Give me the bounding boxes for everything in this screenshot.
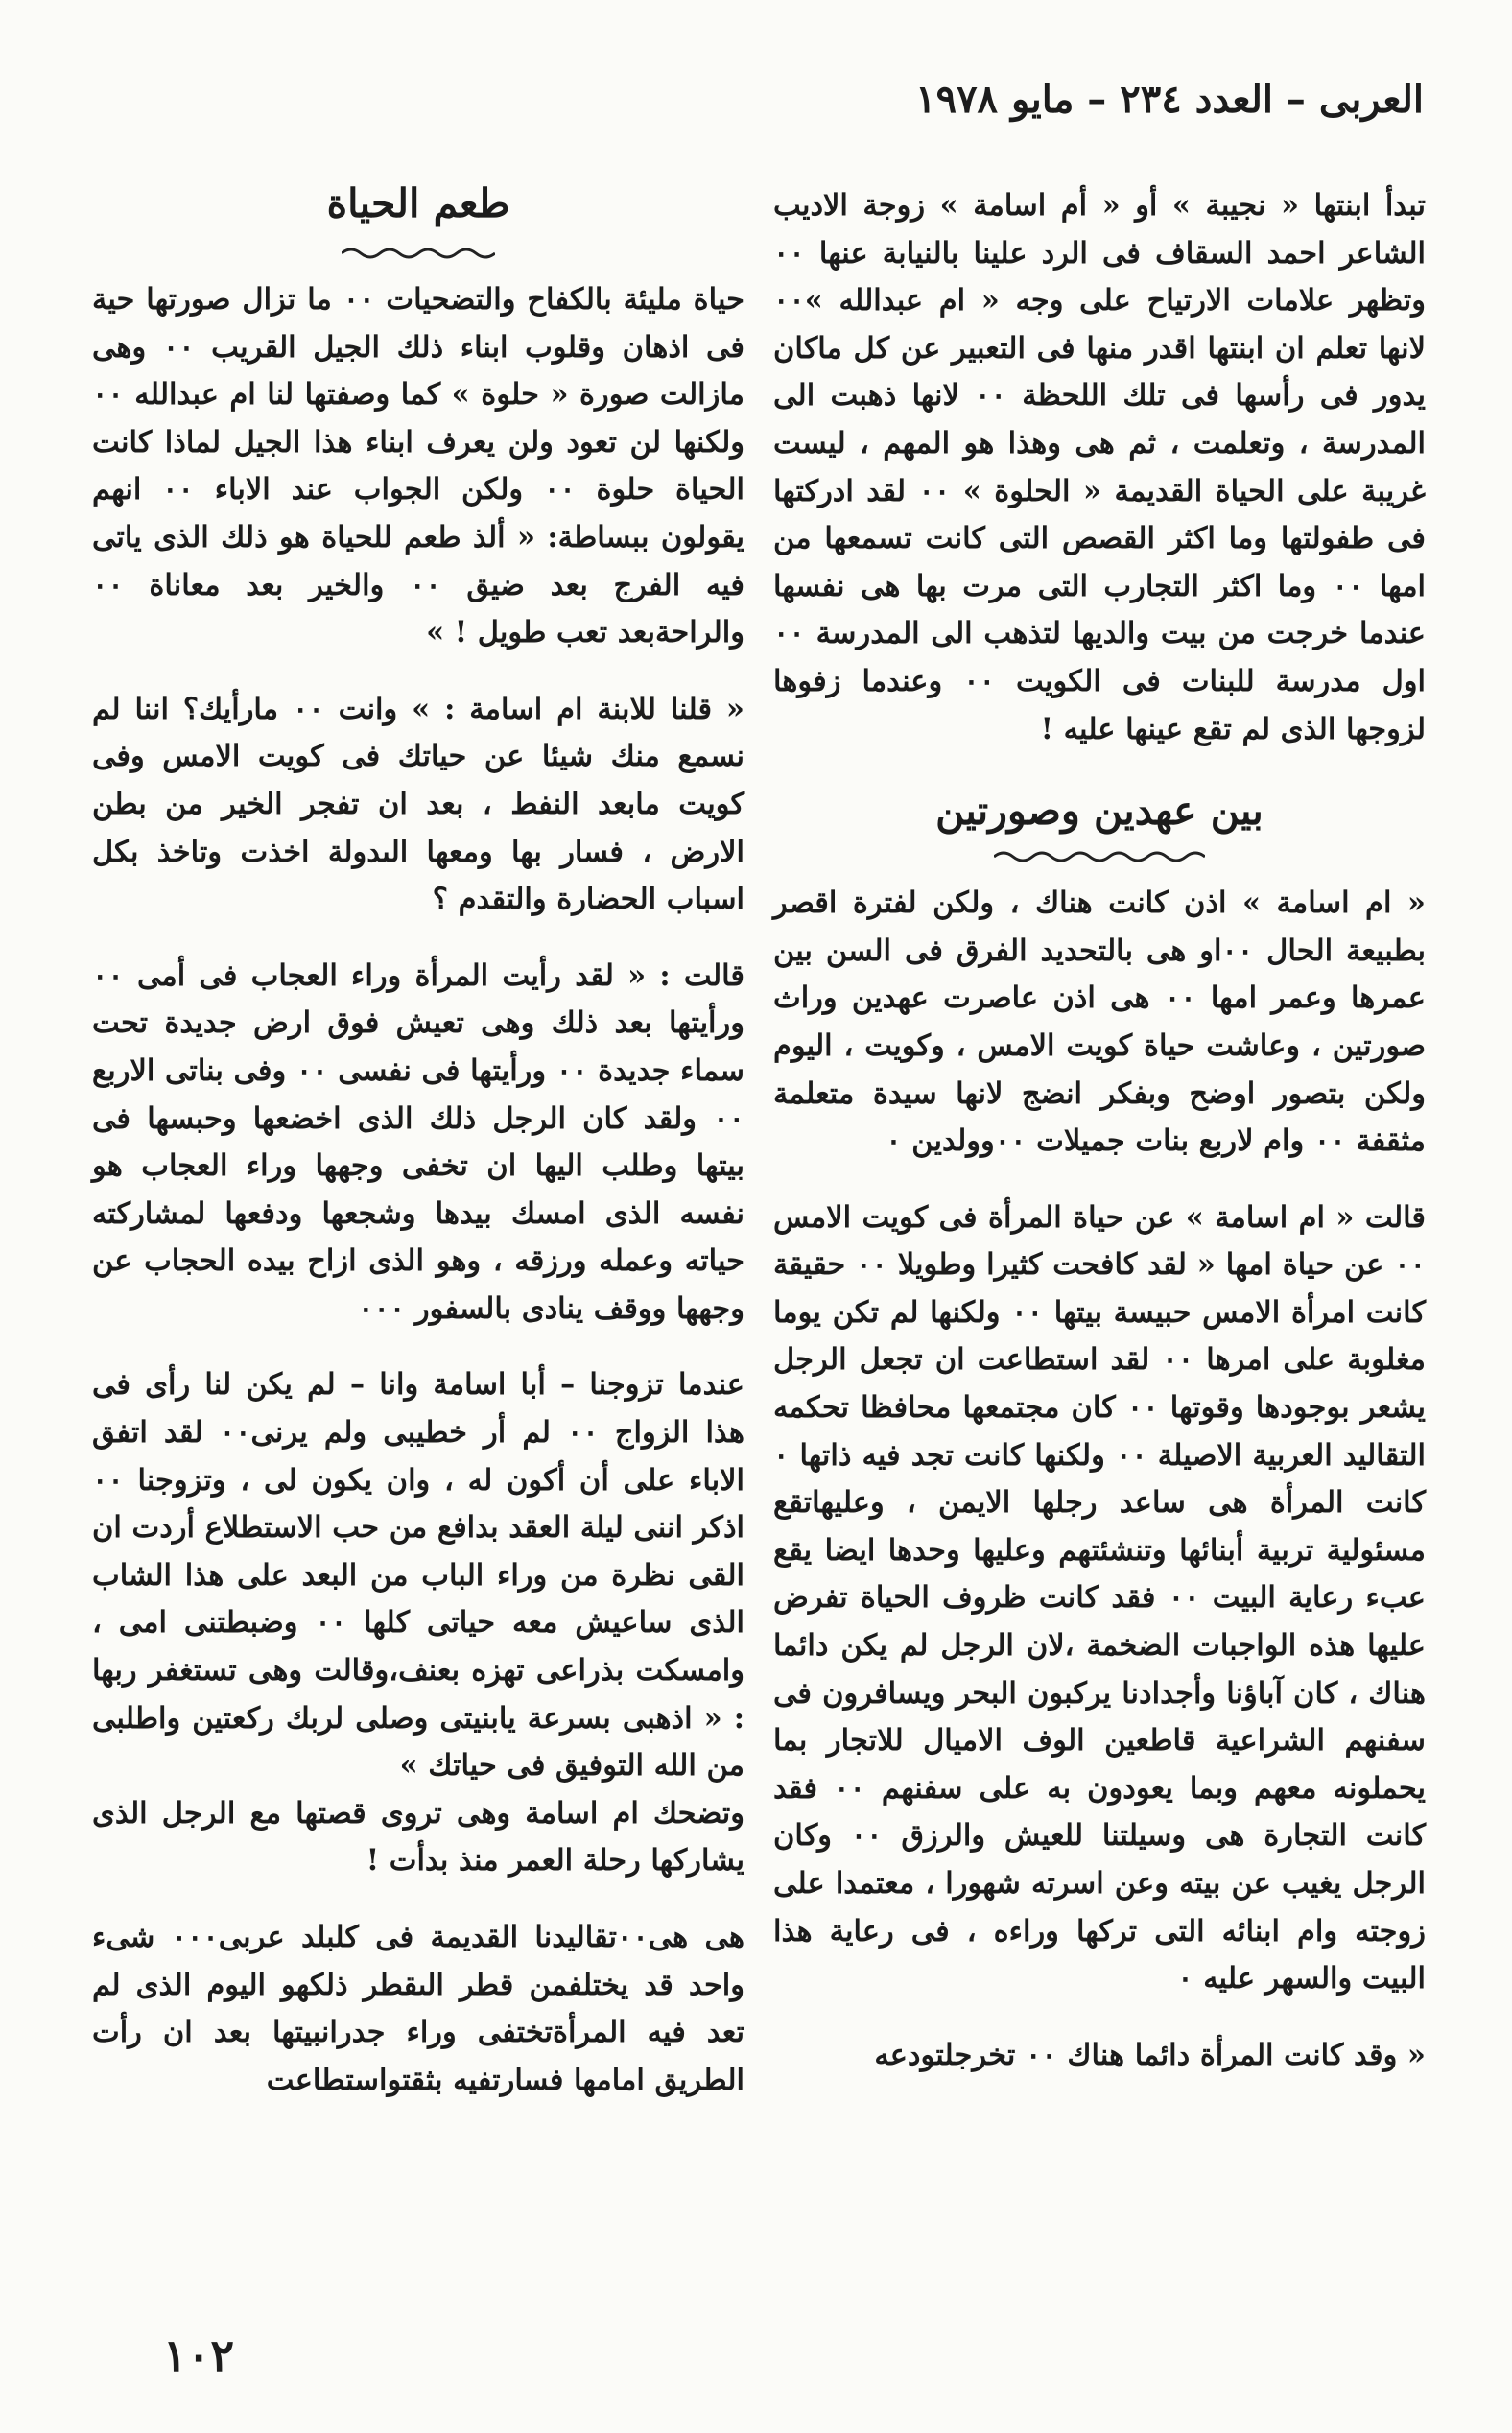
page-number: ١٠٢ (163, 2329, 235, 2381)
wavy-underline-decoration (994, 849, 1205, 864)
body-paragraph: عندما تزوجنا – أبا اسامة وانا – لم يكن لنا رأى فى هذا الزواج ٠٠ لم أر خطيبى ولم يرنى٠٠ لقد اتفق الاباء على أن أكون له ، وان يكون لى ، وتزوجنا ٠٠ اذكر اننى ليلة العقد بدافع من حب الاستطلاع أردت ان القى نظرة من وراء الباب من البعد على هذا الشاب الذى ساعيش معه حياتى كلها ٠٠ وضبطتنى امى ، وامسكت بذراعى تهزه بعنف،وقالت وهى تستغفر ربها : « اذهبى بسرعة يابنيتى وصلى لربك ركعتين واطلبى من الله التوفيق فى حياتك » (92, 1367, 745, 1783)
article-subtitle: طعم الحياة (326, 180, 510, 226)
intro-paragraph: تبدأ ابنتها « نجيبة » أو « أم اسامة » زوجة الاديب الشاعر احمد السقاف فى الرد علينا بالنيابة عنها ٠٠ وتظهر علامات الارتياح على وجه « ام عبدالله »٠٠ لانها تعلم ان ابنتها اقدر منها فى التعبير عن كل ماكان يدور فى رأسها فى تلك اللحظة ٠٠ لانها ذهبت الى المدرسة ، وتعلمت ، ثم هى وهذا هو المهم ، ليست غريبة على الحياة القديمة « الحلوة » ٠٠ لقد ادركتها فى طفولتها وما اكثر القصص التى كانت تسمعها من امها ٠٠ وما اكثر التجارب التى مرت بها هى نفسها عندما خرجت من بيت والديها لتذهب الى المدرسة ٠٠ اول مدرسة للبنات فى الكويت ٠٠ وعندما زفوها لزوجها الذى لم تقع عينها عليه ! (773, 188, 1427, 746)
section-paragraph: قالت « ام اسامة » عن حياة المرأة فى كويت الامس ٠٠ عن حياة امها « لقد كافحت كثيرا وطويلا ٠٠ حقيقة كانت امرأة الامس حبيسة بيتها ٠٠ ولكنها لم تكن يوما مغلوبة على امرها ٠٠ لقد استطاعت ان تجعل الرجل يشعر بوجودها وقوتها ٠٠ كان مجتمعها محافظا تحكمه التقاليد العربية الاصيلة ٠٠ ولكنها كانت تجد فيه ذاتها ٠ كانت المرأة هى ساعد رجلها الايمن ، وعليهاتقع مسئولية تربية أبنائها وتنشئتهم وعليها وحدها ايضا يقع عبء رعاية البيت ٠٠ فقد كانت ظروف الحياة تفرض عليها هذه الواجبات الضخمة ،لان الرجل لم يكن دائما هناك ، كان آباؤنا وأجدادنا يركبون البحر ويسافرون فى سفنهم الشراعية قاطعين الوف الاميال للاتجار بما يحملونه معهم وبما يعودون به على سفنهم ٠٠ فقد كانت التجارة هى وسيلتنا للعيش والرزق ٠٠ وكان الرجل يغيب عن بيته وعن اسرته شهورا ، معتمدا على زوجته وام ابنائه التى تركها وراءه ، فى رعاية هذا البيت والسهر عليه ٠ (773, 1199, 1427, 1996)
left-column (92, 182, 744, 2104)
body-paragraph: « قلنا للابنة ام اسامة : » وانت ٠٠ مارأيك؟ اننا لم نسمع منك شيئا عن حياتك فى كويت الامس وفى كويت مابعد النفط ، بعد ان تفجر الخير من بطن الارض ، فسار بها ومعها الىدولة اخذت وتاخذ بكل اسباب الحضارة والتقدم ؟ (92, 691, 744, 917)
wavy-underline-decoration (342, 246, 495, 261)
section-paragraph: « ام اسامة » اذن كانت هناك ، ولكن لفترة اقصر بطبيعة الحال ٠٠او هى بالتحديد الفرق فى السن بين عمرها وعمر امها ٠٠ هى اذن عاصرت عهدين وراث صورتين ، وعاشت حياة كويت الامس ، وكويت ، اليوم ولكن بتصور اوضح وبفكر انضج لانها سيدة متعلمة مثقفة ٠٠ وام لاربع بنات جميلات ٠٠وولدين ٠ (773, 886, 1426, 1159)
section-paragraph: « وقد كانت المرأة دائما هناك ٠٠ تخرجلتودعه (874, 2037, 1426, 2072)
running-header: العربى – العدد ٢٣٤ – مايو ١٩٧٨ (915, 77, 1424, 122)
body-paragraph: وتضحك ام اسامة وهى تروى قصتها مع الرجل الذى يشاركها رحلة العمر منذ بدأت ! (92, 1795, 744, 1878)
section-title: بين عهدين وصورتين (935, 788, 1264, 835)
body-paragraph: قالت : « لقد رأيت المرأة وراء العجاب فى أمى ٠٠ ورأيتها بعد ذلك وهى تعيش فوق ارض جديدة تحت سماء جديدة ٠٠ ورأيتها فى نفسى ٠٠ وفى بناتى الاربع ٠٠ ولقد كان الرجل ذلك الذى اخضعها وحبسها فى بيتها وطلب اليها ان تخفى وجهها وراء العجاب هو نفسه الذى امسك بيدها وشجعها ودفعها لمشاركته حياته وعمله ورزقه ، وهو الذى ازاح بيده الحجاب عن وجهها ووقف ينادى بالسفور ٠٠٠ (92, 957, 744, 1326)
body-paragraph: هى هى٠٠تقاليدنا القديمة فى كلبلد عربى٠٠٠ شىء واحد قد يختلفمن قطر الىقطر ذلكهو اليوم الذى لم تعد فيه المرأةتختفى وراء جدرانبيتها بعد ان رأت الطريق امامها فسارتفيه بثقتواستطاعت (92, 1920, 744, 2097)
right-column (773, 182, 1426, 2079)
body-paragraph: حياة مليئة بالكفاح والتضحيات ٠٠ ما تزال صورتها حية فى اذهان وقلوب ابناء ذلك الجيل القريب ٠٠ وهى مازالت صورة « حلوة » كما وصفتها لنا ام عبدالله ٠٠ ولكنها لن تعود ولن يعرف ابناء هذا الجيل لماذا كانت الحياة حلوة ٠٠ ولكن الجواب عند الاباء ٠٠ انهم يقولون ببساطة: « ألذ طعم للحياة هو ذلك الذى ياتى فيه الفرج بعد ضيق ٠٠ والخير بعد معاناة ٠٠ والراحةبعد تعب طويل ! » (92, 282, 744, 650)
